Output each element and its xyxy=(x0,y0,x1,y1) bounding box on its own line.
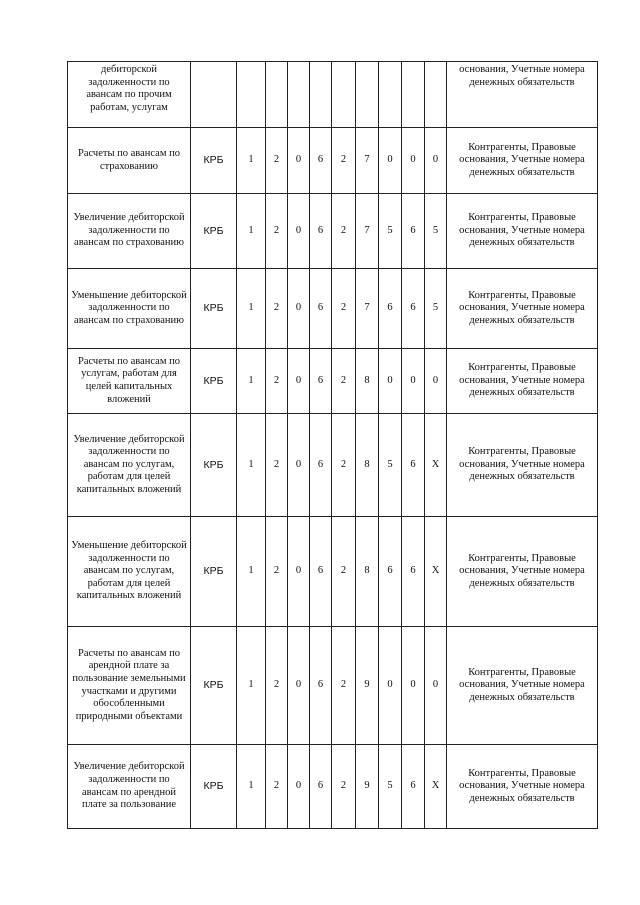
account-digit-cell: 0 xyxy=(402,349,425,414)
account-digit-cell: 1 xyxy=(237,414,266,517)
account-digit-cell: 2 xyxy=(332,517,356,627)
account-digit-cell: 2 xyxy=(266,414,288,517)
account-digit-cell: 9 xyxy=(356,745,379,829)
account-name-cell: дебиторской задолженности по авансам по прочим работам, услугам xyxy=(68,62,191,128)
account-digit-cell: 0 xyxy=(425,627,447,745)
account-digit-cell: 0 xyxy=(288,627,310,745)
account-digit-cell: 0 xyxy=(402,128,425,194)
account-digit-cell: 0 xyxy=(425,349,447,414)
accounts-table xyxy=(67,61,598,829)
account-digit-cell: 6 xyxy=(402,517,425,627)
account-digit-cell: 0 xyxy=(379,627,402,745)
account-digit-cell: 0 xyxy=(288,194,310,269)
account-digit-cell: 1 xyxy=(237,745,266,829)
account-digit-cell xyxy=(332,62,356,128)
account-digit-cell: 2 xyxy=(266,349,288,414)
account-digit-cell: 2 xyxy=(266,269,288,349)
account-digit-cell: 6 xyxy=(379,269,402,349)
account-digit-cell: 6 xyxy=(402,194,425,269)
kfo-cell: КРБ xyxy=(191,194,237,269)
account-digit-cell: 0 xyxy=(379,349,402,414)
analytics-basis-cell: Контрагенты, Правовые основания, Учетные номера денежных обязательств xyxy=(447,128,598,194)
account-digit-cell: 6 xyxy=(402,414,425,517)
kfo-cell: КРБ xyxy=(191,414,237,517)
account-digit-cell: X xyxy=(425,517,447,627)
account-digit-cell xyxy=(288,62,310,128)
account-digit-cell: 2 xyxy=(266,128,288,194)
account-digit-cell: 2 xyxy=(332,269,356,349)
analytics-basis-cell: Контрагенты, Правовые основания, Учетные номера денежных обязательств xyxy=(447,627,598,745)
account-digit-cell: 6 xyxy=(310,627,332,745)
account-name-cell: Увеличение дебиторской задолженности по авансам по арендной плате за пользование xyxy=(68,745,191,829)
account-digit-cell: 2 xyxy=(266,627,288,745)
analytics-basis-cell: Контрагенты, Правовые основания, Учетные номера денежных обязательств xyxy=(447,269,598,349)
account-digit-cell: 0 xyxy=(379,128,402,194)
account-digit-cell: 2 xyxy=(332,627,356,745)
table-row xyxy=(68,414,598,517)
account-digit-cell: X xyxy=(425,745,447,829)
account-digit-cell: 5 xyxy=(425,269,447,349)
kfo-cell xyxy=(191,62,237,128)
account-digit-cell: 2 xyxy=(332,349,356,414)
account-digit-cell: 8 xyxy=(356,349,379,414)
kfo-cell: КРБ xyxy=(191,745,237,829)
account-digit-cell xyxy=(237,62,266,128)
account-digit-cell: 0 xyxy=(288,128,310,194)
table-row xyxy=(68,627,598,745)
account-digit-cell: 6 xyxy=(310,194,332,269)
account-digit-cell: 1 xyxy=(237,194,266,269)
account-digit-cell: 0 xyxy=(425,128,447,194)
account-digit-cell: 2 xyxy=(266,745,288,829)
account-name-cell: Уменьшение дебиторской задолженности по авансам по услугам, работам для целей капитальных вложений xyxy=(68,517,191,627)
account-digit-cell: 1 xyxy=(237,128,266,194)
account-digit-cell: 1 xyxy=(237,349,266,414)
account-digit-cell: 1 xyxy=(237,627,266,745)
analytics-basis-cell: Контрагенты, Правовые основания, Учетные номера денежных обязательств xyxy=(447,414,598,517)
kfo-cell: КРБ xyxy=(191,128,237,194)
account-digit-cell: 1 xyxy=(237,269,266,349)
table-row xyxy=(68,745,598,829)
account-digit-cell xyxy=(425,62,447,128)
account-digit-cell xyxy=(310,62,332,128)
table-row xyxy=(68,349,598,414)
account-digit-cell: 5 xyxy=(425,194,447,269)
account-digit-cell: 0 xyxy=(288,349,310,414)
account-digit-cell: 5 xyxy=(379,194,402,269)
analytics-basis-cell: Контрагенты, Правовые основания, Учетные номера денежных обязательств xyxy=(447,517,598,627)
account-digit-cell xyxy=(266,62,288,128)
account-digit-cell: 0 xyxy=(288,269,310,349)
table-row xyxy=(68,517,598,627)
account-name-cell: Увеличение дебиторской задолженности по авансам по страхованию xyxy=(68,194,191,269)
analytics-basis-cell: основания, Учетные номера денежных обязательств xyxy=(447,62,598,128)
account-digit-cell: 2 xyxy=(332,414,356,517)
account-digit-cell: 6 xyxy=(310,517,332,627)
table-row xyxy=(68,269,598,349)
account-digit-cell xyxy=(356,62,379,128)
account-digit-cell: 6 xyxy=(310,269,332,349)
account-digit-cell xyxy=(379,62,402,128)
account-digit-cell: 8 xyxy=(356,414,379,517)
account-digit-cell: 5 xyxy=(379,745,402,829)
analytics-basis-cell: Контрагенты, Правовые основания, Учетные номера денежных обязательств xyxy=(447,194,598,269)
account-digit-cell: 5 xyxy=(379,414,402,517)
account-digit-cell: 6 xyxy=(310,414,332,517)
account-digit-cell: 8 xyxy=(356,517,379,627)
table-row xyxy=(68,62,598,128)
account-digit-cell: 6 xyxy=(379,517,402,627)
account-digit-cell: 0 xyxy=(288,414,310,517)
account-name-cell: Расчеты по авансам по услугам, работам для целей капитальных вложений xyxy=(68,349,191,414)
account-digit-cell xyxy=(402,62,425,128)
analytics-basis-cell: Контрагенты, Правовые основания, Учетные номера денежных обязательств xyxy=(447,349,598,414)
kfo-cell: КРБ xyxy=(191,269,237,349)
account-digit-cell: 2 xyxy=(266,194,288,269)
account-digit-cell: 2 xyxy=(332,745,356,829)
account-digit-cell: 6 xyxy=(310,349,332,414)
account-digit-cell: 9 xyxy=(356,627,379,745)
account-digit-cell: 0 xyxy=(288,745,310,829)
kfo-cell: КРБ xyxy=(191,349,237,414)
analytics-basis-cell: Контрагенты, Правовые основания, Учетные номера денежных обязательств xyxy=(447,745,598,829)
account-name-cell: Увеличение дебиторской задолженности по авансам по услугам, работам для целей капитальных вложений xyxy=(68,414,191,517)
account-digit-cell: 7 xyxy=(356,128,379,194)
table-row xyxy=(68,128,598,194)
account-name-cell: Расчеты по авансам по арендной плате за пользование земельными участками и другими обособленными природными объектами xyxy=(68,627,191,745)
account-name-cell: Расчеты по авансам по страхованию xyxy=(68,128,191,194)
account-digit-cell: 2 xyxy=(332,194,356,269)
account-name-cell: Уменьшение дебиторской задолженности по авансам по страхованию xyxy=(68,269,191,349)
account-digit-cell: 7 xyxy=(356,194,379,269)
table-row xyxy=(68,194,598,269)
kfo-cell: КРБ xyxy=(191,517,237,627)
account-digit-cell: 2 xyxy=(266,517,288,627)
account-digit-cell: 6 xyxy=(402,745,425,829)
account-digit-cell: 6 xyxy=(310,745,332,829)
kfo-cell: КРБ xyxy=(191,627,237,745)
account-digit-cell: 6 xyxy=(310,128,332,194)
account-digit-cell: 1 xyxy=(237,517,266,627)
account-digit-cell: 6 xyxy=(402,269,425,349)
account-digit-cell: X xyxy=(425,414,447,517)
account-digit-cell: 2 xyxy=(332,128,356,194)
account-digit-cell: 0 xyxy=(288,517,310,627)
account-digit-cell: 7 xyxy=(356,269,379,349)
account-digit-cell: 0 xyxy=(402,627,425,745)
